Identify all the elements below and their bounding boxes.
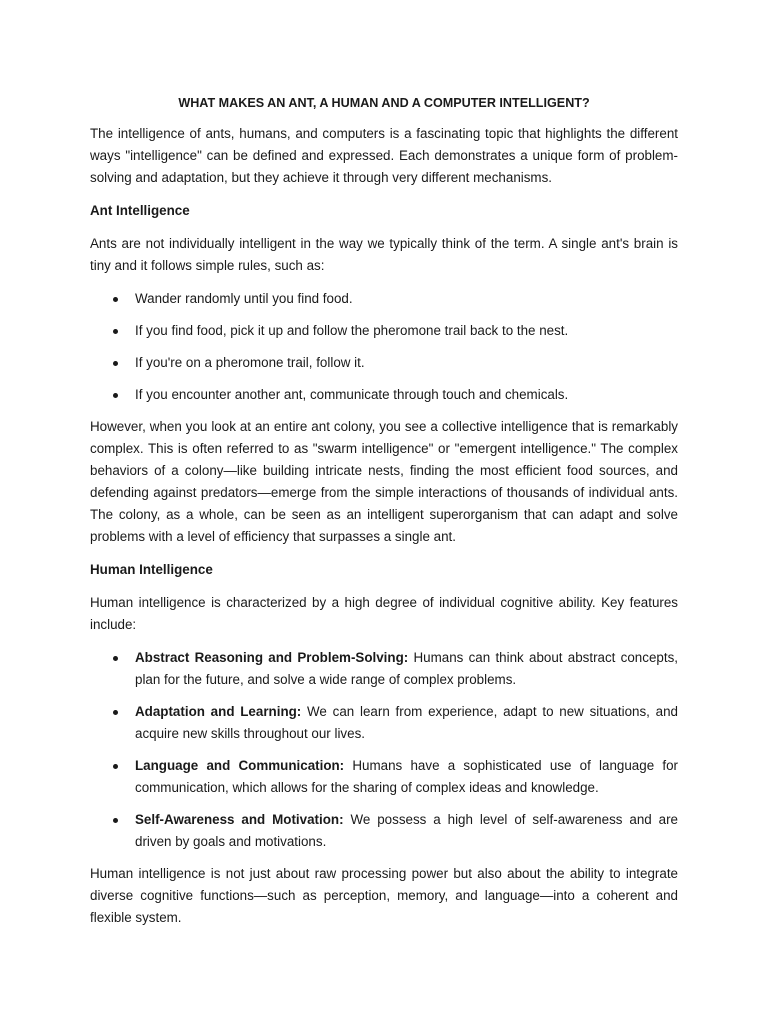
ant-conclusion-paragraph: However, when you look at an entire ant colony, you see a collective intelligence that is remarkably complex. This is often referred to as "swarm intelligence" or "emergent intelligence." The complex behaviors of a colony—like building intricate nests, finding the most efficient food sources, and defending against predators—emerge from the simple interactions of thousands of individual ants. The colony, as a whole, can be seen as an intelligent superorganism that can adapt and solve problems with a level of efficiency that surpasses a single ant.	[90, 419, 678, 544]
list-item	[90, 352, 678, 374]
list-item-text: Wander randomly until you find food.	[135, 291, 353, 306]
bullet-icon	[113, 764, 118, 769]
feature-text: We possess a high level of self-awareness and are driven by goals and motivations.	[135, 812, 678, 849]
feature-term: Self-Awareness and Motivation:	[135, 812, 344, 827]
list-item-text: If you find food, pick it up and follow the pheromone trail back to the nest.	[135, 323, 569, 338]
feature-text: Humans have a sophisticated use of language for communication, which allows for the sharing of complex ideas and knowledge.	[135, 758, 679, 795]
list-item	[90, 809, 678, 853]
list-item	[90, 701, 678, 745]
list-item-text: If you're on a pheromone trail, follow it.	[135, 355, 365, 370]
bullet-icon	[113, 361, 118, 366]
bullet-icon	[113, 297, 118, 302]
feature-term: Abstract Reasoning and Problem-Solving:	[135, 650, 409, 665]
bullet-icon	[113, 818, 118, 823]
human-section-heading: Human Intelligence	[90, 562, 213, 577]
bullet-icon	[113, 710, 118, 715]
list-item-text: If you encounter another ant, communicate through touch and chemicals.	[135, 387, 569, 402]
list-item	[90, 755, 678, 799]
human-intro-paragraph: Human intelligence is characterized by a high degree of individual cognitive ability. Key features include:	[90, 595, 678, 632]
document-title: WHAT MAKES AN ANT, A HUMAN AND A COMPUTER INTELLIGENT?	[178, 96, 590, 110]
feature-text: Humans can think about abstract concepts, plan for the future, and solve a wide range of complex problems.	[135, 650, 678, 687]
list-item	[90, 647, 678, 691]
list-item	[90, 320, 678, 342]
feature-term: Adaptation and Learning:	[135, 704, 302, 719]
human-conclusion-paragraph: Human intelligence is not just about raw processing power but also about the ability to integrate diverse cognitive functions—such as perception, memory, and language—into a coherent and flexible system.	[90, 866, 678, 925]
ant-section-heading: Ant Intelligence	[90, 203, 190, 218]
human-features-list	[90, 647, 678, 853]
intro-paragraph: The intelligence of ants, humans, and computers is a fascinating topic that highlights the different ways "intelligence" can be defined and expressed. Each demonstrates a unique form of problem-solving and adaptation, but they achieve it through very different mechanisms.	[90, 126, 678, 185]
bullet-icon	[113, 393, 118, 398]
bullet-icon	[113, 329, 118, 334]
feature-term: Language and Communication:	[135, 758, 345, 773]
bullet-icon	[113, 656, 118, 661]
list-item	[90, 384, 678, 406]
ant-intro-paragraph: Ants are not individually intelligent in the way we typically think of the term. A single ant's brain is tiny and it follows simple rules, such as:	[90, 236, 678, 273]
list-item	[90, 288, 678, 310]
feature-text: We can learn from experience, adapt to new situations, and acquire new skills throughout our lives.	[135, 704, 679, 741]
ant-rules-list	[90, 288, 678, 406]
